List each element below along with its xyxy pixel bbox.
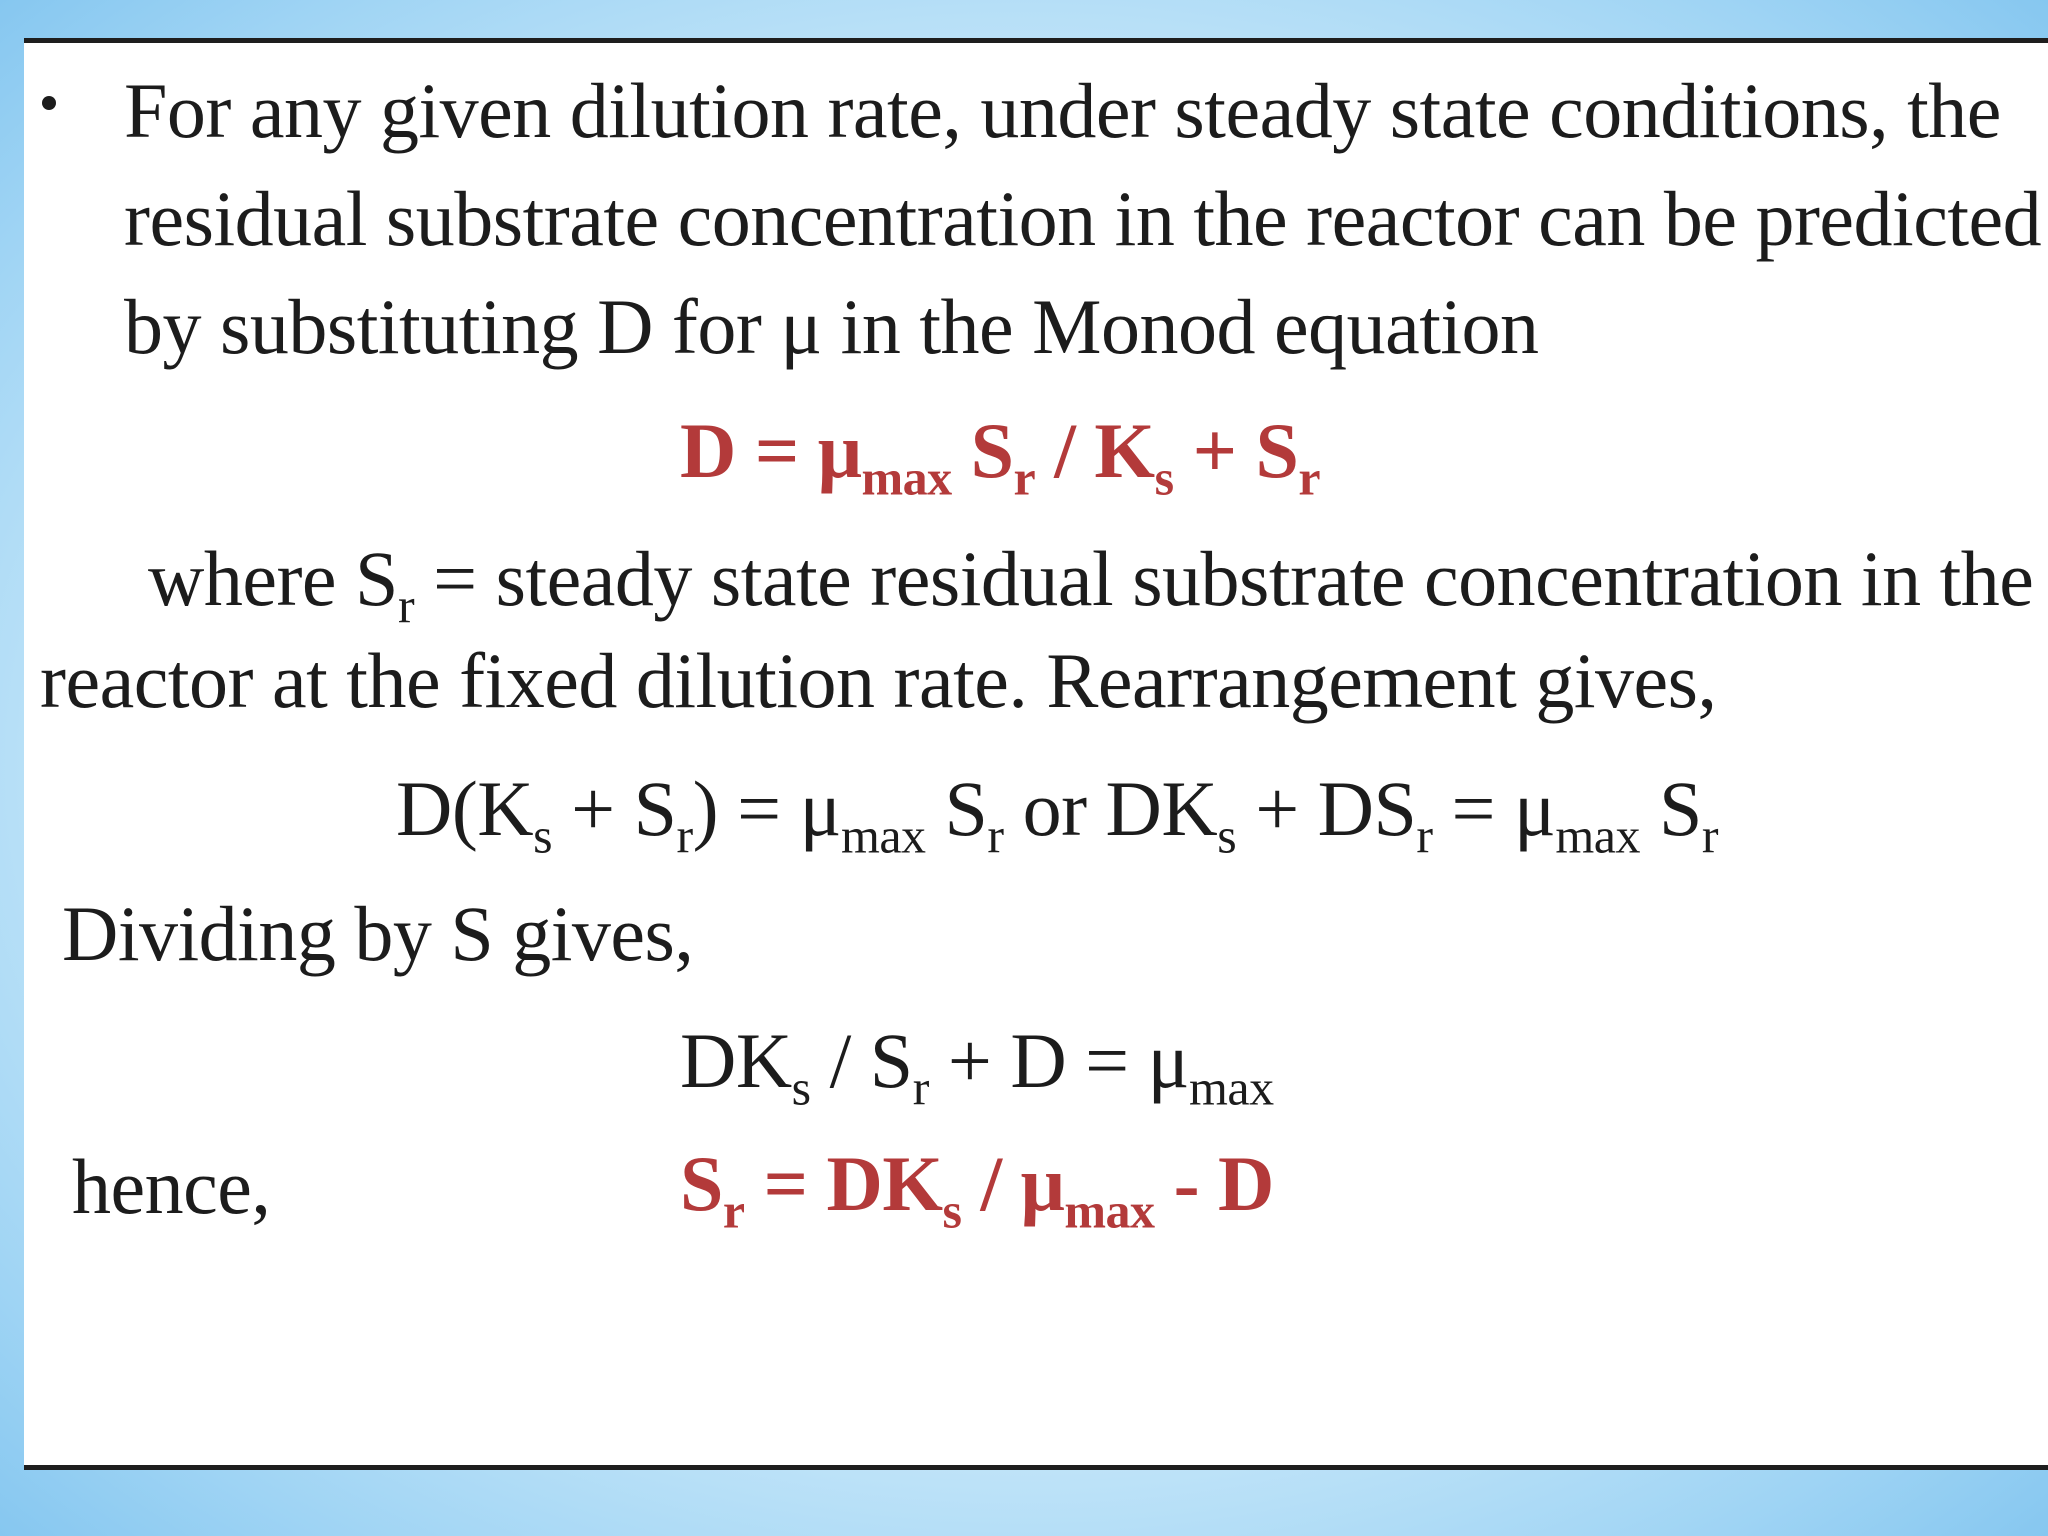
bottom-rule: [24, 1465, 2048, 1470]
where-line-1: where $S_r$ = steady state residual substrate concentration in the: [148, 535, 2034, 634]
rearranged-equation: $D(K_s + S_r) = \mu_{max}$ $S_r$ or $DK_s + DS_r = \mu_{max}$ $S_r$: [396, 765, 1718, 864]
hence-text: hence,: [72, 1143, 271, 1230]
top-rule: [24, 38, 2048, 43]
monod-dilution-equation: $D = \mu_{max}$ $S_r / K_s + S_r$: [680, 407, 1321, 506]
where-line-2: reactor at the fixed dilution rate. Rearrangement gives,: [40, 637, 1717, 724]
dividing-text: Dividing by S gives,: [62, 890, 694, 977]
residual-substrate-equation: $S_r = DK_s / \mu_{max} - D$: [680, 1140, 1274, 1239]
paragraph-line-3: by substituting D for μ in the Monod equation: [124, 283, 1539, 370]
paragraph-line-1: For any given dilution rate, under steady state conditions, the: [124, 67, 2001, 154]
paragraph-line-2: residual substrate concentration in the reactor can be predicted: [124, 175, 2042, 262]
divided-equation: $DK_s / S_r + D = \mu_{max}$: [680, 1017, 1274, 1116]
bullet-icon: [42, 96, 56, 110]
